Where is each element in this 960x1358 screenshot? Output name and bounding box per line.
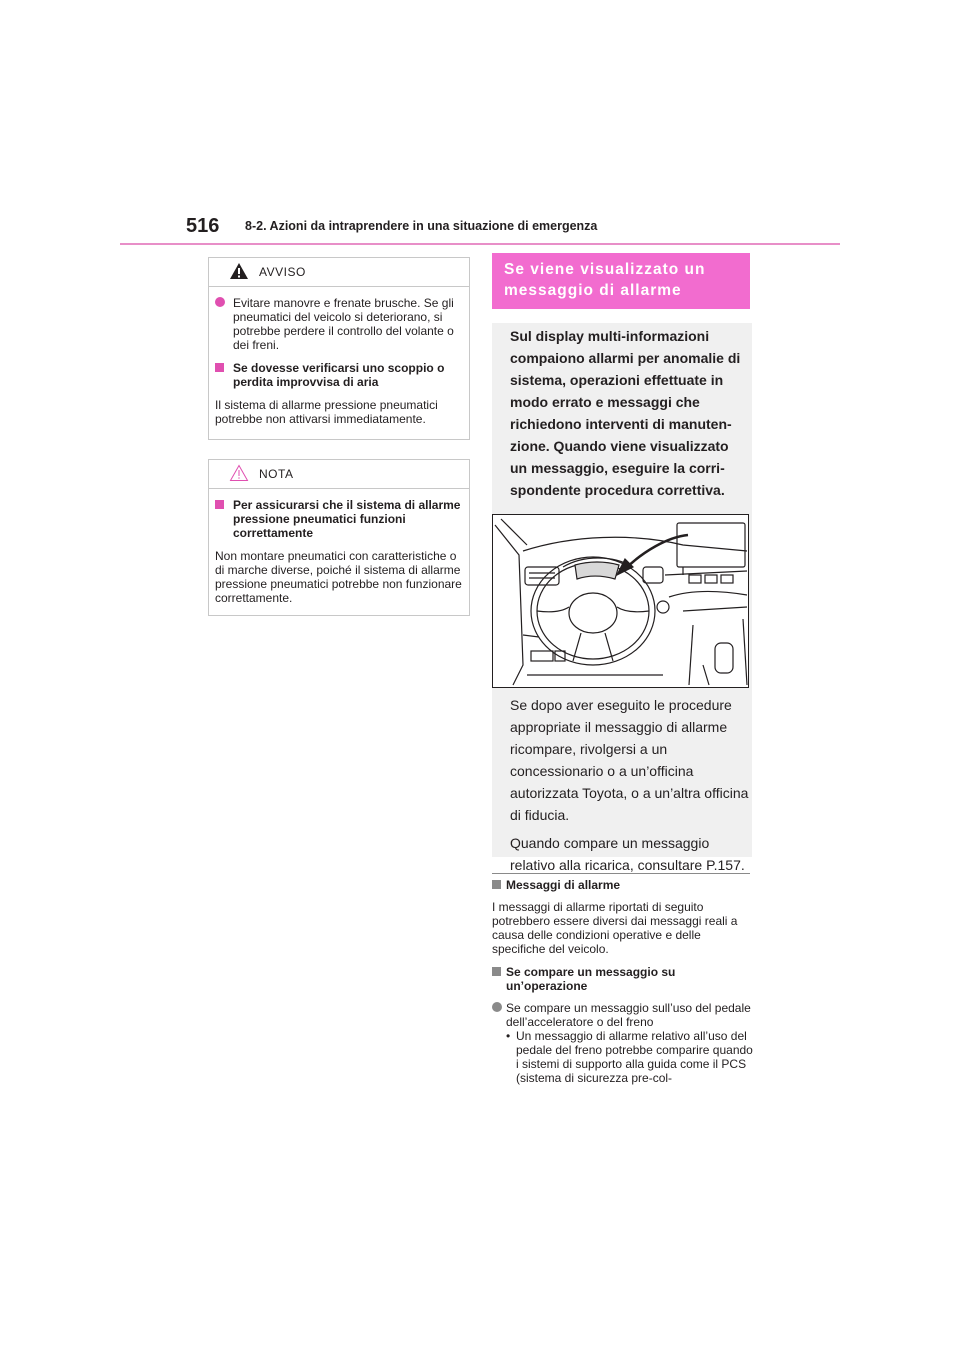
- additional-notes: [492, 878, 754, 1085]
- avviso-header: [209, 258, 469, 287]
- avviso-item: [215, 296, 463, 352]
- avviso-subheading: [215, 361, 463, 389]
- chapter-title: 8-2. Azioni da intraprendere in una situazione di emergenza: [245, 219, 598, 233]
- notes-subitem: [492, 1029, 754, 1085]
- notes-item: [492, 1001, 754, 1029]
- summary-paragraph: Se dopo aver eseguito le procedure appropriate il messaggio di allarme ricompare, rivolgersi a un concessionario o a un’officina autorizzata Toyota, o a un’altra officina di fiducia.: [510, 697, 749, 823]
- intro-line: un messaggio, eseguire la corri-: [510, 460, 725, 476]
- nota-paragraph: Non montare pneumatici con caratteristiche o di marche diverse, poiché il sistema di allarme pressione pneumatici potrebbe non funzionare correttamente.: [215, 549, 462, 605]
- notes-heading-text: Se compare un messaggio su un’operazione: [506, 965, 676, 993]
- intro-line: spondente procedura correttiva.: [510, 482, 725, 498]
- notes-item-text: Se compare un messaggio sull’uso del pedale dell’acceleratore o del freno: [506, 1001, 751, 1029]
- header-rule: [120, 243, 840, 245]
- notes-heading-text: Messaggi di allarme: [506, 878, 621, 892]
- avviso-item-text: Evitare manovre e frenate brusche. Se gli pneumatici del veicolo si deteriorano, si potrebbe perdere il controllo del volante o dei freni.: [233, 296, 454, 352]
- nota-subheading: [215, 498, 463, 540]
- intro-line: zione. Quando viene visualizzato: [510, 438, 729, 454]
- bullet-square-icon: [215, 498, 224, 512]
- caution-triangle-icon: [229, 464, 249, 482]
- intro-line: Sul display multi-informazioni: [510, 328, 710, 344]
- intro-line: modo errato e messaggi che: [510, 394, 700, 410]
- intro-line: richiedono interventi di manuten-: [510, 416, 732, 432]
- steering-wheel-display-illustration: [493, 515, 748, 687]
- summary-paragraph: Quando compare un messaggio relativo alla ricarica, consultare P.157.: [510, 835, 745, 873]
- intro-line: sistema, operazioni effettuate in: [510, 372, 724, 388]
- notes-subitem-text: Un messaggio di allarme relativo all’uso del pedale del freno potrebbe comparire quando i sistemi di supporto alla guida come il PCS (sistema di sicurezza pre-col-: [516, 1029, 753, 1085]
- nota-subheading-text: Per assicurarsi che il sistema di allarme pressione pneumatici funzioni correttamente: [233, 498, 461, 540]
- nota-box: [208, 459, 470, 616]
- notes-paragraph: I messaggi di allarme riportati di seguito potrebbero essere diversi dai messaggi reali a causa delle condizioni operative e delle specifiche del veicolo.: [492, 900, 738, 956]
- warning-triangle-icon: [229, 262, 249, 280]
- dashboard-illustration: [492, 514, 749, 688]
- bullet-square-icon: [492, 965, 501, 979]
- nota-header: [209, 460, 469, 489]
- avviso-subheading-text: Se dovesse verificarsi uno scoppio o perdita improvvisa di aria: [233, 361, 445, 389]
- notes-heading: [492, 878, 754, 892]
- summary-text: [510, 694, 750, 882]
- summary-intro: [510, 325, 746, 501]
- avviso-box: [208, 257, 470, 440]
- bullet-dot-icon: [492, 1001, 502, 1015]
- intro-line: compaiono allarmi per anomalie di: [510, 350, 741, 366]
- notes-heading: [492, 965, 754, 993]
- bullet-dot-icon: [215, 296, 225, 310]
- page-number: 516: [186, 215, 220, 237]
- bullet-square-icon: [492, 878, 501, 892]
- bullet-mark: •: [506, 1029, 511, 1043]
- section-divider: [492, 873, 750, 874]
- bullet-square-icon: [215, 361, 224, 375]
- nota-label: NOTA: [259, 467, 294, 481]
- avviso-label: AVVISO: [259, 265, 306, 279]
- avviso-paragraph: Il sistema di allarme pressione pneumatici potrebbe non attivarsi immediatamente.: [215, 398, 438, 426]
- section-title: Se viene visualizzato un messaggio di allarme: [492, 253, 750, 309]
